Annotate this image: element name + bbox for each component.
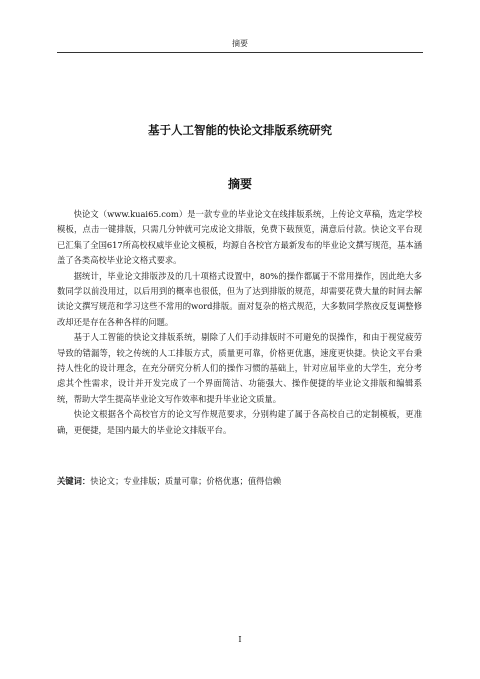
keywords-line <box>57 474 422 489</box>
abstract-paragraph-1: 快论文（www.kuai65.com）是一款专业的毕业论文在线排版系统，上传论文草稿，选定学校模板，点击一键排版，只需几分钟就可完成论文排版，免费下载预览，满意后付款。快论文平台现已汇集了全国617所高校权威毕业论文模板，均源自各校官方最新发布的毕业论文撰写规范，基本涵盖了各类高校毕业论文格式要求。 <box>57 209 422 266</box>
running-header: 摘要 <box>57 38 423 53</box>
abstract-paragraph-2: 据统计，毕业论文排版涉及的几十项格式设置中，80%的操作都属于不常用操作，因此绝大多数同学以前没用过，以后用到的概率也很低，但为了达到排版的规范，却需要花费大量的时间去解读论文撰写规范和学习这些不常用的word排版。面对复杂的格式规范，大多数同学熬夜反复调整修改却还是存在各种各样的问题。 <box>57 270 422 327</box>
page-number: I <box>238 635 242 644</box>
keywords-text: 快论文；专业排版；质量可靠；价格优惠；值得信赖 <box>90 476 282 486</box>
keywords-label: 关键词： <box>57 476 91 486</box>
abstract-body <box>57 207 422 438</box>
abstract-paragraph-3: 基于人工智能的快论文排版系统，剔除了人们手动排版时不可避免的误操作，和由于视觉疲劳导致的错漏等，较之传统的人工排版方式，质量更可靠，价格更优惠，速度更快捷。快论文平台秉持人性化的设计理念，在充分研究分析人们的操作习惯的基础上，针对应届毕业的大学生，充分考虑其个性需求，设计并开发完成了一个界面简洁、功能强大、操作便捷的毕业论文排版和编辑系统，帮助大学生提高毕业论文写作效率和提升毕业论文质量。 <box>57 332 422 404</box>
abstract-heading: 摘要 <box>227 177 252 191</box>
abstract-paragraph-4: 快论文根据各个高校官方的论文写作规范要求，分别构建了属于各高校自己的定制模板，更准确，更便捷，是国内最大的毕业论文排版平台。 <box>57 409 422 435</box>
paper-title: 基于人工智能的快论文排版系统研究 <box>148 123 332 137</box>
